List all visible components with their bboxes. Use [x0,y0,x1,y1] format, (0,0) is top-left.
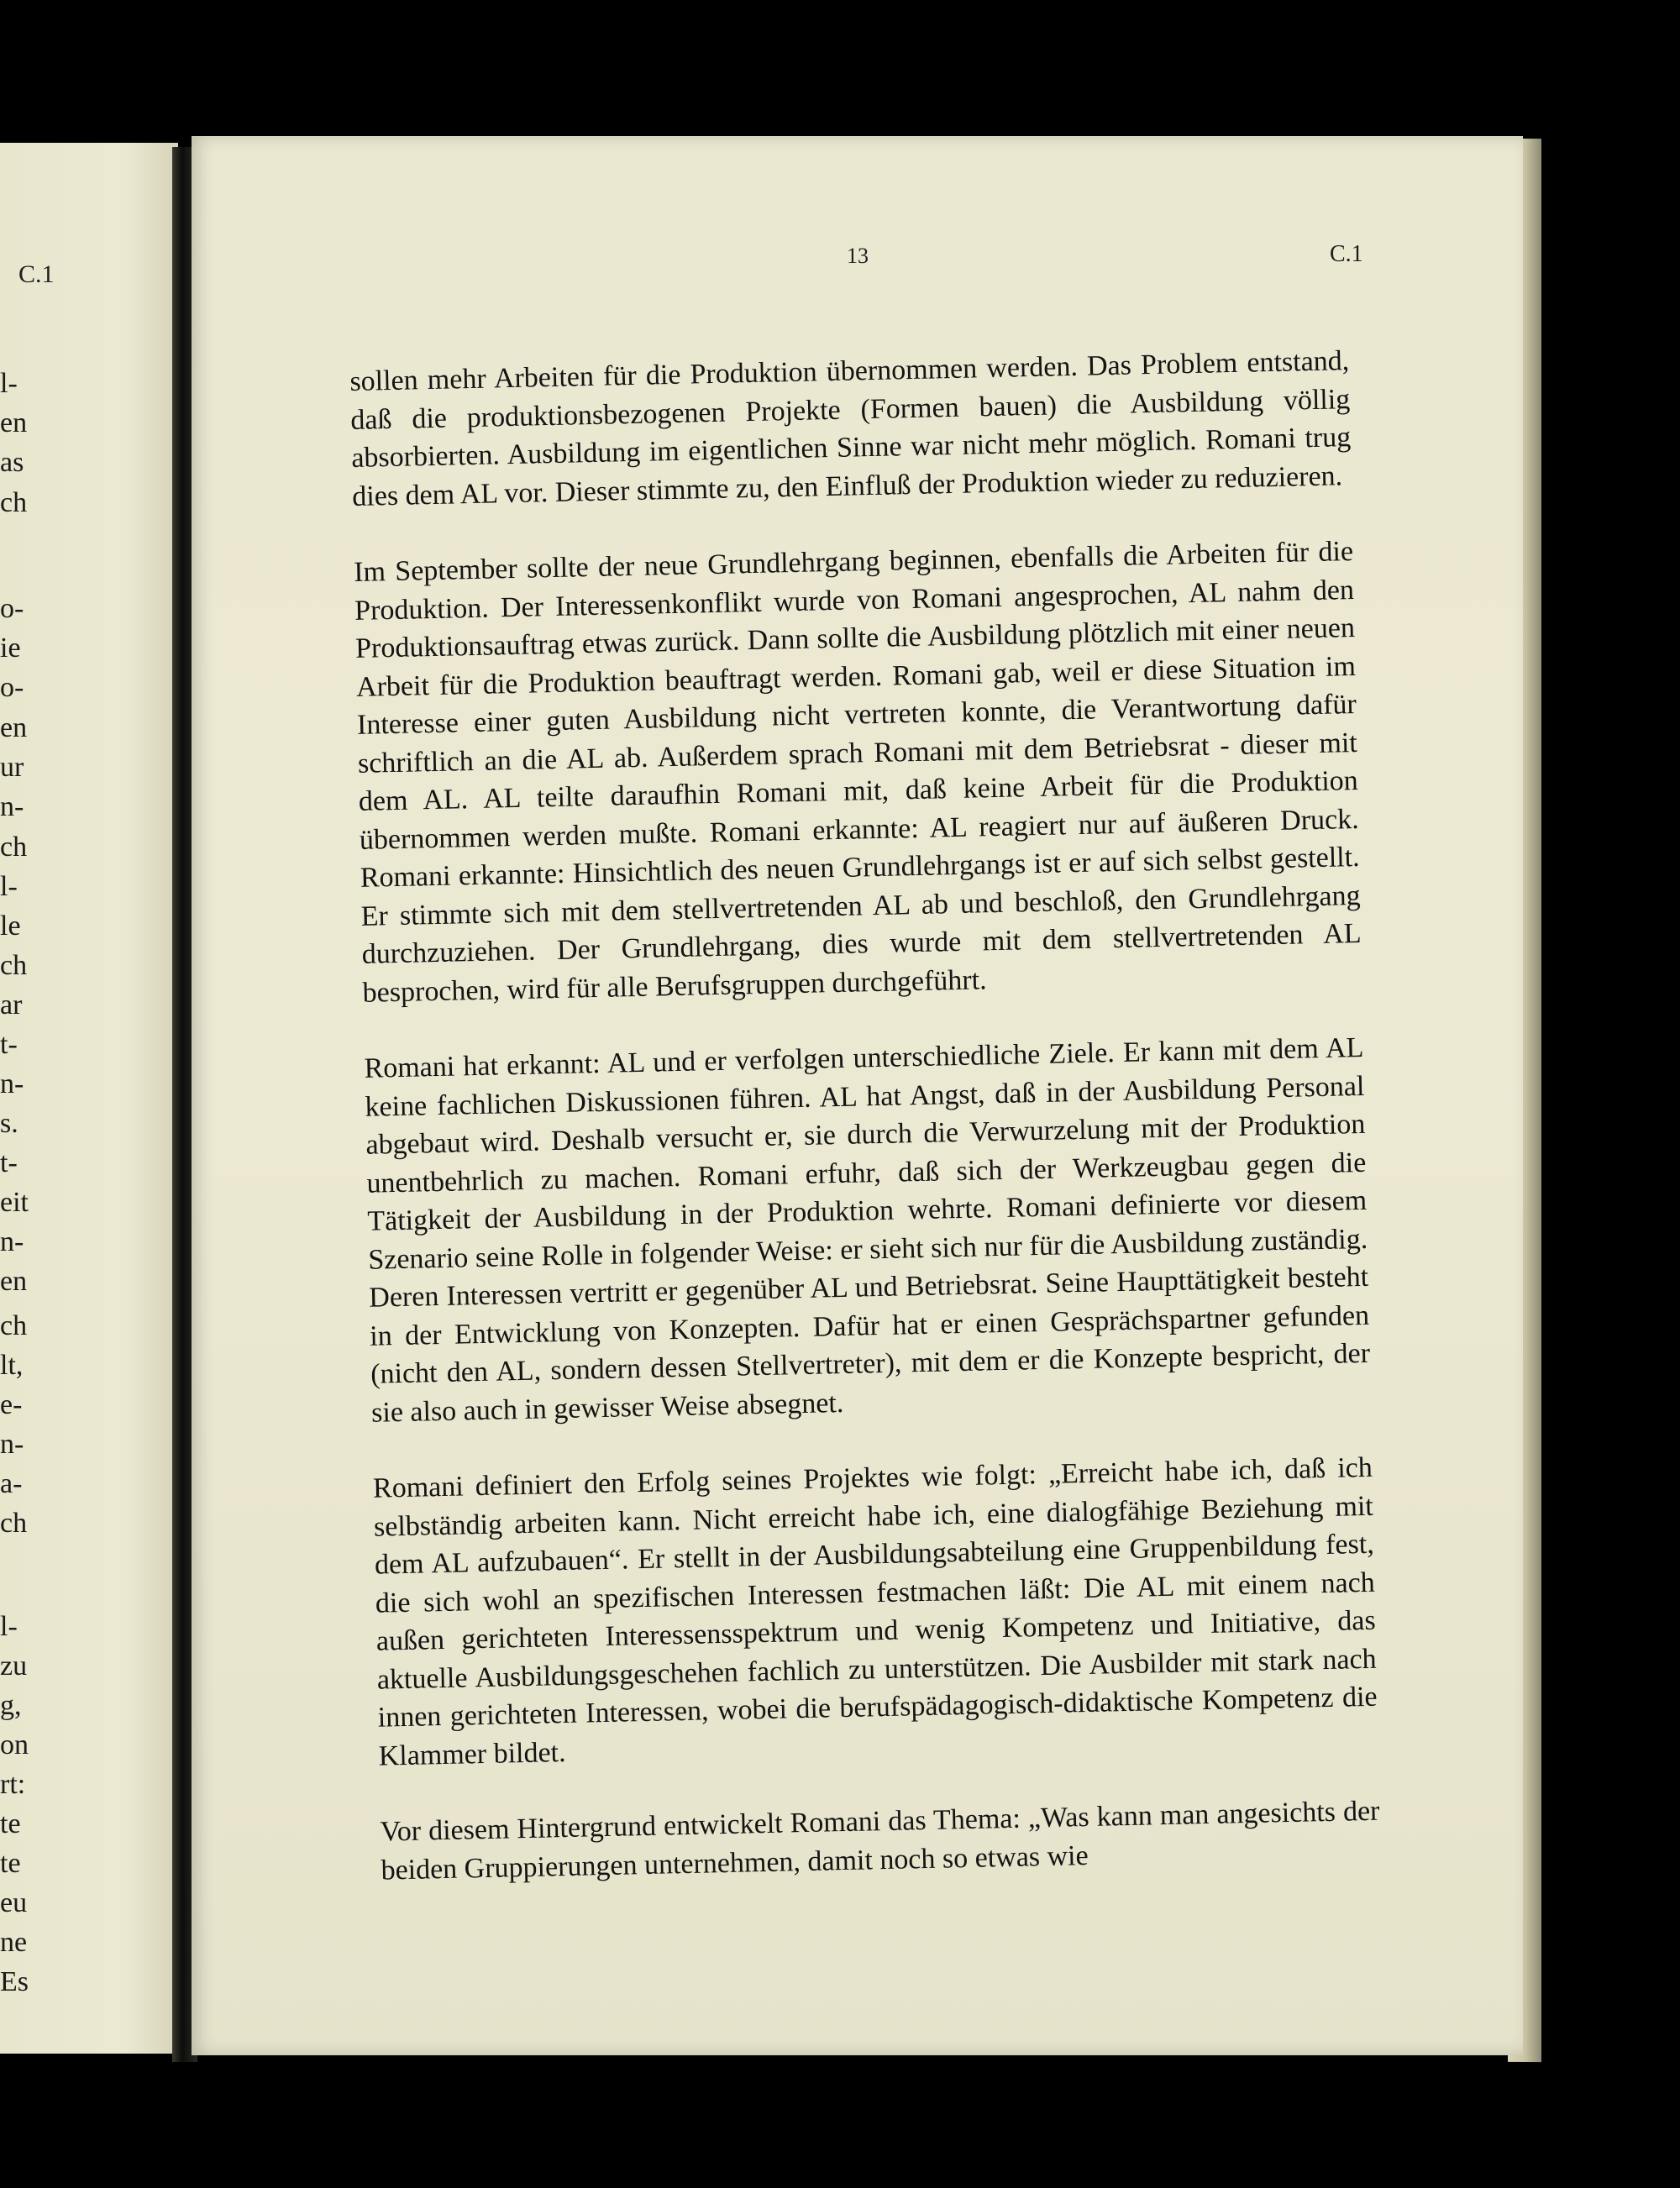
previous-page-line-fragment: n- [0,1226,24,1257]
previous-page-line-fragment: l- [0,1611,18,1642]
previous-page-line-fragment: o- [0,593,24,624]
previous-page-line-fragment: zu [0,1650,28,1682]
previous-page-line-fragment: eit [0,1187,29,1218]
previous-page-line-fragment: t- [0,1147,18,1178]
previous-page-header: C.1 [18,260,55,288]
previous-page-line-fragment: l- [0,368,18,399]
previous-page-line-fragment: o- [0,672,24,703]
previous-page-line-fragment: Es [0,1966,29,1997]
previous-page-line-fragment: eu [0,1887,28,1918]
previous-page-line-fragment: as [0,447,24,478]
previous-page-line-fragment: en [0,1266,28,1297]
paragraph: Im September sollte der neue Grundlehrgang beginnen, ebenfalls die Arbeiten für die Produktion. Der Interessenkonflikt wurde von Romani angesprochen, AL nahm den Produktionsauftrag etwas zurück. Dann sollte die Ausbildung plötzlich mit einer neuen Arbeit für die Produktion beauftragt werden. Romani gab, weil er diese Situation im Interesse einer guten Ausbildung nicht vertreten konnte, die Verantwortung dafür schriftlich an die AL ab. Außerdem sprach Romani mit dem Betriebsrat - dieser mit dem AL. AL teilte daraufhin Romani mit, daß keine Arbeit für die Produktion übernommen werden mußte. Romani erkannte: AL reagiert nur auf äußeren Druck. Romani erkannte: Hinsichtlich des neuen Grundlehrgangs ist er auf sich selbst gestellt. Er stimmte sich mit dem stellvertretenden AL ab und beschloß, den Grundlehrgang durchzuziehen. Der Grundlehrgang, dies wurde mit dem stellvertretenden AL besprochen, wird für alle Berufsgruppen durchgeführt. [353,536,1362,1009]
previous-page-line-fragment: ch [0,1310,28,1341]
previous-page-line-fragment: ch [0,1508,28,1539]
previous-page-line-fragment: ch [0,950,28,981]
previous-page-line-fragment: n- [0,1429,24,1460]
previous-page-line-fragment: lt, [0,1350,24,1381]
previous-page-line-fragment: ie [0,632,21,664]
previous-page-line-fragment: ne [0,1927,28,1958]
previous-page-line-fragment: ar [0,989,23,1021]
previous-page-line-fragment: a- [0,1468,23,1499]
previous-page-line-fragment: n- [0,791,24,822]
previous-page-line-fragment: e- [0,1389,23,1420]
previous-page-line-fragment: rt: [0,1769,26,1800]
previous-page-line-fragment: s. [0,1108,18,1139]
paragraph: sollen mehr Arbeiten für die Produktion übernommen werden. Das Problem entstand, daß die produktionsbezogenen Projekte (Formen bauen) die Ausbildung völlig absorbierten. Ausbildung im eigentlichen Sinne war nicht mehr möglich. Romani trug dies dem AL vor. Dieser stimmte zu, den Einfluß der Produktion wieder zu reduzieren. [349,345,1352,512]
page-number: 13 [847,244,869,268]
section-reference: C.1 [1330,241,1363,267]
previous-page-line-fragment: g, [0,1690,22,1721]
previous-page-line-fragment: te [0,1848,21,1879]
previous-page-line-fragment: en [0,712,28,743]
previous-page-line-fragment: ch [0,487,28,518]
previous-page-line-fragment: ch [0,832,28,863]
previous-page-line-fragment: en [0,407,28,438]
previous-page [0,143,178,2054]
previous-page-line-fragment: te [0,1808,21,1839]
previous-page-line-fragment: on [0,1729,29,1760]
paragraph: Romani hat erkannt: AL und er verfolgen unterschiedliche Ziele. Er kann mit dem AL keine fachlichen Diskussionen führen. AL hat Angst, daß in der Ausbildung Personal abgebaut wird. Deshalb versucht er, sie durch die Verwurzelung mit der Produktion unentbehrlich zu machen. Romani erfuhr, daß sich der Werkzeugbau gegen die Tätigkeit der Ausbildung in der Produktion wehrte. Romani definierte vor diesem Szenario seine Rolle in folgender Weise: er sieht sich nur für die Ausbildung zuständig. Deren Interessen vertritt er gegenüber AL und Betriebsrat. Seine Haupttätigkeit besteht in der Entwicklung von Konzepten. Dafür hat er einen Gesprächspartner gefunden (nicht den AL, sondern dessen Stellvertreter), mit dem er die Konzepte bespricht, der sie also auch in gewisser Weise absegnet. [364,1031,1371,1429]
current-page [192,136,1523,2055]
paragraph: Vor diesem Hintergrund entwickelt Romani das Thema: „Was kann man angesichts der beiden Gruppierungen unternehmen, damit noch so etwas wie [380,1795,1380,1886]
previous-page-line-fragment: n- [0,1068,24,1099]
previous-page-line-fragment: le [0,910,21,942]
previous-page-line-fragment: l- [0,871,18,902]
paragraph: Romani definiert den Erfolg seines Projektes wie folgt: „Erreicht habe ich, daß ich selbständig arbeiten kann. Nicht erreicht habe ich, eine dialogfähige Beziehung mit dem AL aufzubauen“. Er stellt in der Ausbildungsabteilung eine Gruppenbildung fest, die sich wohl an spezifischen Interessen festmachen läßt: Die AL mit einem nach außen gerichteten Interessensspektrum und wenig Kompetenz und Initiative, das aktuelle Ausbildungsgeschehen fachlich zu unterstützen. Die Ausbilder mit stark nach innen gerichteten Interessen, wobei die berufspädagogisch-didaktische Kompetenz die Klammer bildet. [372,1451,1378,1772]
previous-page-line-fragment: ur [0,752,24,783]
body-text [349,342,1382,1928]
previous-page-line-fragment: t- [0,1029,18,1060]
